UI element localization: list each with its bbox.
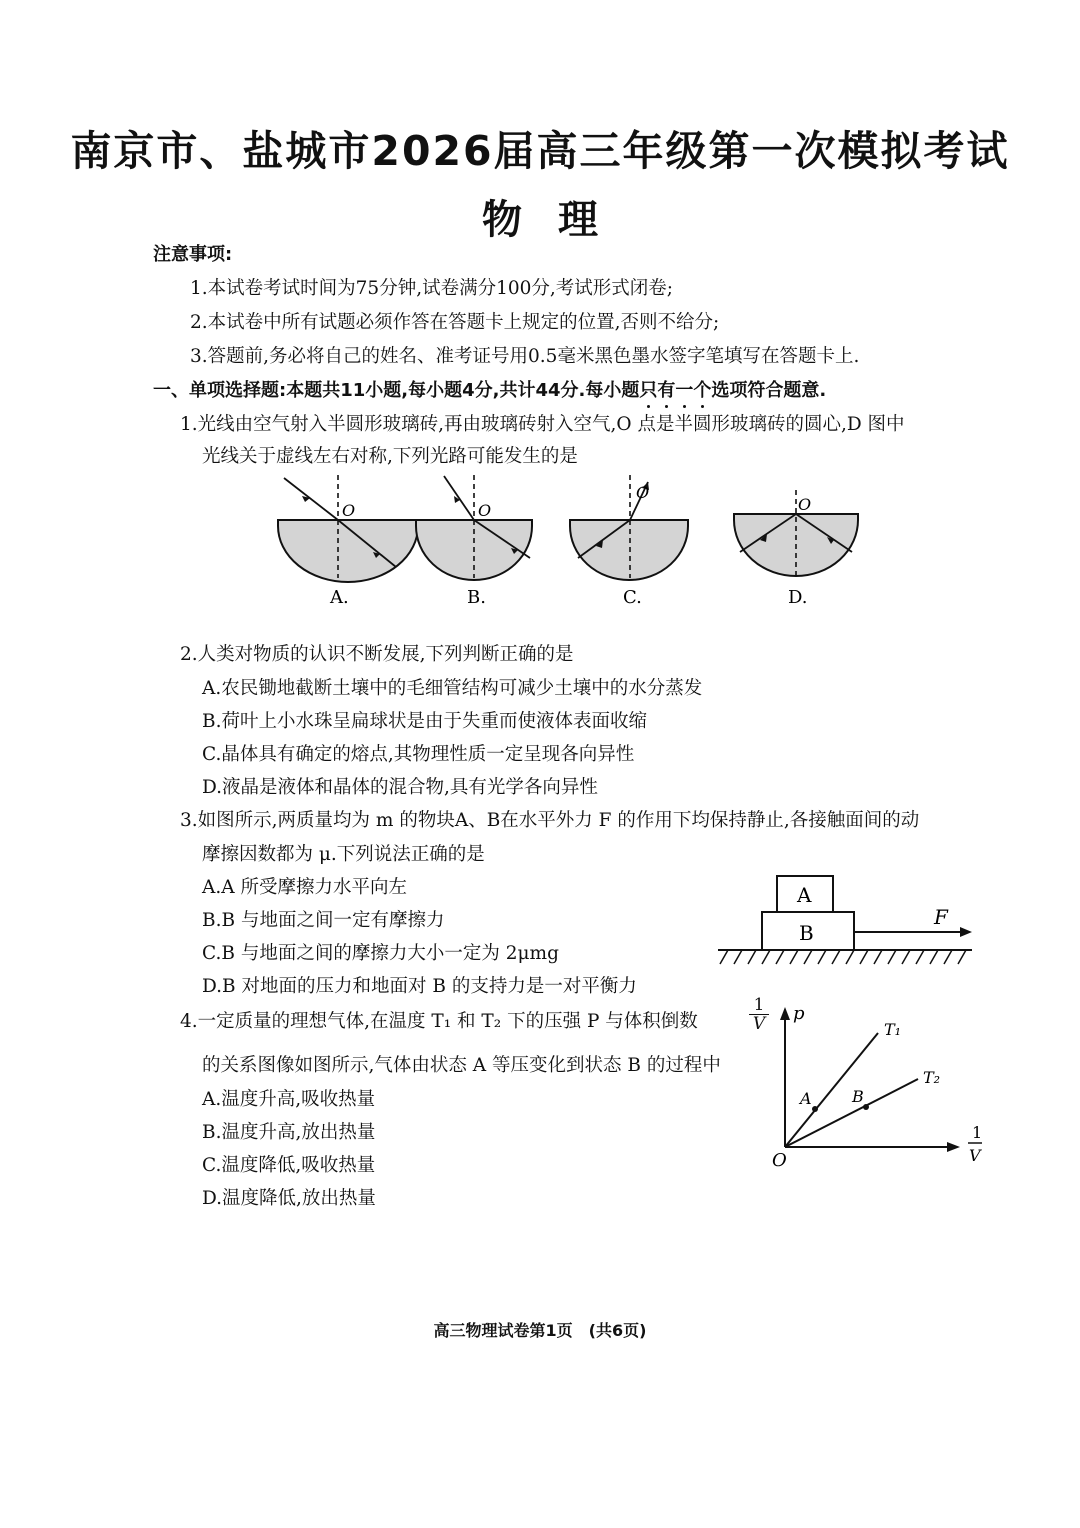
q1-stem-line1: 1.光线由空气射入半圆形玻璃砖,再由玻璃砖射入空气,O 点是半圆形玻璃砖的圆心,D 图中 [180, 414, 905, 435]
block-b-label: B [799, 921, 814, 945]
q4-option-a: A.温度升高,吸收热量 [202, 1089, 376, 1110]
q2-option-a: A.农民锄地截断土壤中的毛细管结构可减少土壤中的水分蒸发 [202, 678, 703, 699]
note-item: 3.答题前,务必将自己的姓名、准考证号用0.5毫米黑色墨水签字笔填写在答题卡上. [190, 346, 860, 367]
state-a-label: A [800, 1089, 812, 1108]
q1-figure-d [734, 490, 858, 608]
q4-fraction-num: 1 [749, 996, 769, 1015]
figure-label: B. [467, 587, 486, 608]
state-b-point [863, 1104, 869, 1110]
state-b-label: B [852, 1087, 864, 1106]
q4-option-c: C.温度降低,吸收热量 [202, 1155, 376, 1176]
note-item: 2.本试卷中所有试题必须作答在答题卡上规定的位置,否则不给分; [190, 312, 720, 333]
section-heading [153, 376, 826, 402]
q3-stem-line1: 3.如图所示,两质量均为 m 的物块A、B在水平外力 F 的作用下均保持静止,各接触面间的动 [180, 810, 920, 831]
emphasis-char: 只 [639, 380, 658, 401]
state-a-point [812, 1106, 818, 1112]
origin-label: O [772, 1150, 787, 1171]
q4-fraction-den: V [752, 1014, 766, 1034]
block-a-label: A [797, 883, 812, 907]
q1-figure-c [570, 475, 688, 608]
emphasis-char: 一 [675, 380, 694, 401]
q1-figure-b [416, 475, 532, 608]
page-footer: 高三物理试卷第1页 (共6页) [433, 1321, 647, 1340]
q2-option-d: D.液晶是液体和晶体的混合物,具有光学各向异性 [202, 777, 598, 798]
q3-block-figure [710, 868, 980, 968]
q4-stem-line1: 4.一定质量的理想气体,在温度 T₁ 和 T₂ 下的压强 P 与体积倒数 [180, 1011, 698, 1032]
section-heading-suffix: 选项符合题意. [711, 380, 827, 401]
emphasis-char: 个 [693, 380, 712, 401]
q4-option-d: D.温度降低,放出热量 [202, 1188, 376, 1209]
figure-label: C. [623, 587, 642, 608]
section-heading-prefix: 一、单项选择题:本题共11小题,每小题4分,共计44分.每小题 [153, 380, 640, 401]
t2-label: T₂ [923, 1068, 941, 1087]
q1-figure-a [278, 475, 418, 608]
q1-figures [260, 470, 880, 615]
y-axis-label: p [793, 1003, 805, 1024]
exam-title: 南京市、盐城市2026届高三年级第一次模拟考试 [70, 127, 1010, 175]
emphasis-char: 有 [657, 380, 676, 401]
q2-option-c: C.晶体具有确定的熔点,其物理性质一定呈现各向异性 [202, 744, 635, 765]
point-o-label: O [478, 501, 492, 520]
q4-option-b: B.温度升高,放出热量 [202, 1122, 376, 1143]
q3-option-d: D.B 对地面的压力和地面对 B 的支持力是一对平衡力 [202, 976, 637, 997]
x-axis-label-den: V [969, 1146, 981, 1165]
figure-label: D. [788, 587, 808, 608]
isotherm-t1 [785, 1033, 878, 1147]
q3-option-a: A.A 所受摩擦力水平向左 [202, 877, 407, 898]
subject-title: 物理 [482, 197, 634, 243]
q4-pv-graph [760, 995, 1000, 1175]
q3-option-b: B.B 与地面之间一定有摩擦力 [202, 910, 445, 931]
q3-option-c: C.B 与地面之间的摩擦力大小一定为 2μmg [202, 943, 559, 964]
q3-stem-line2: 摩擦因数都为 μ.下列说法正确的是 [202, 844, 485, 865]
q1-stem-line2: 光线关于虚线左右对称,下列光路可能发生的是 [202, 446, 578, 467]
figure-label: A. [330, 587, 349, 608]
t1-label: T₁ [884, 1020, 902, 1039]
point-o-label: O [798, 495, 812, 514]
q2-stem: 2.人类对物质的认识不断发展,下列判断正确的是 [180, 644, 574, 665]
force-label: F [934, 905, 948, 929]
q2-option-b: B.荷叶上小水珠呈扁球状是由于失重而使液体表面收缩 [202, 711, 647, 732]
q4-stem-line2: 的关系图像如图所示,气体由状态 A 等压变化到状态 B 的过程中 [202, 1055, 721, 1076]
point-o-label: O [342, 501, 356, 520]
notes-heading: 注意事项: [153, 244, 233, 265]
note-item: 1.本试卷考试时间为75分钟,试卷满分100分,考试形式闭卷; [190, 278, 673, 299]
ground-hatch [720, 950, 966, 964]
point-o-label: O [636, 483, 650, 502]
x-axis-label-num: 1 [972, 1123, 983, 1142]
